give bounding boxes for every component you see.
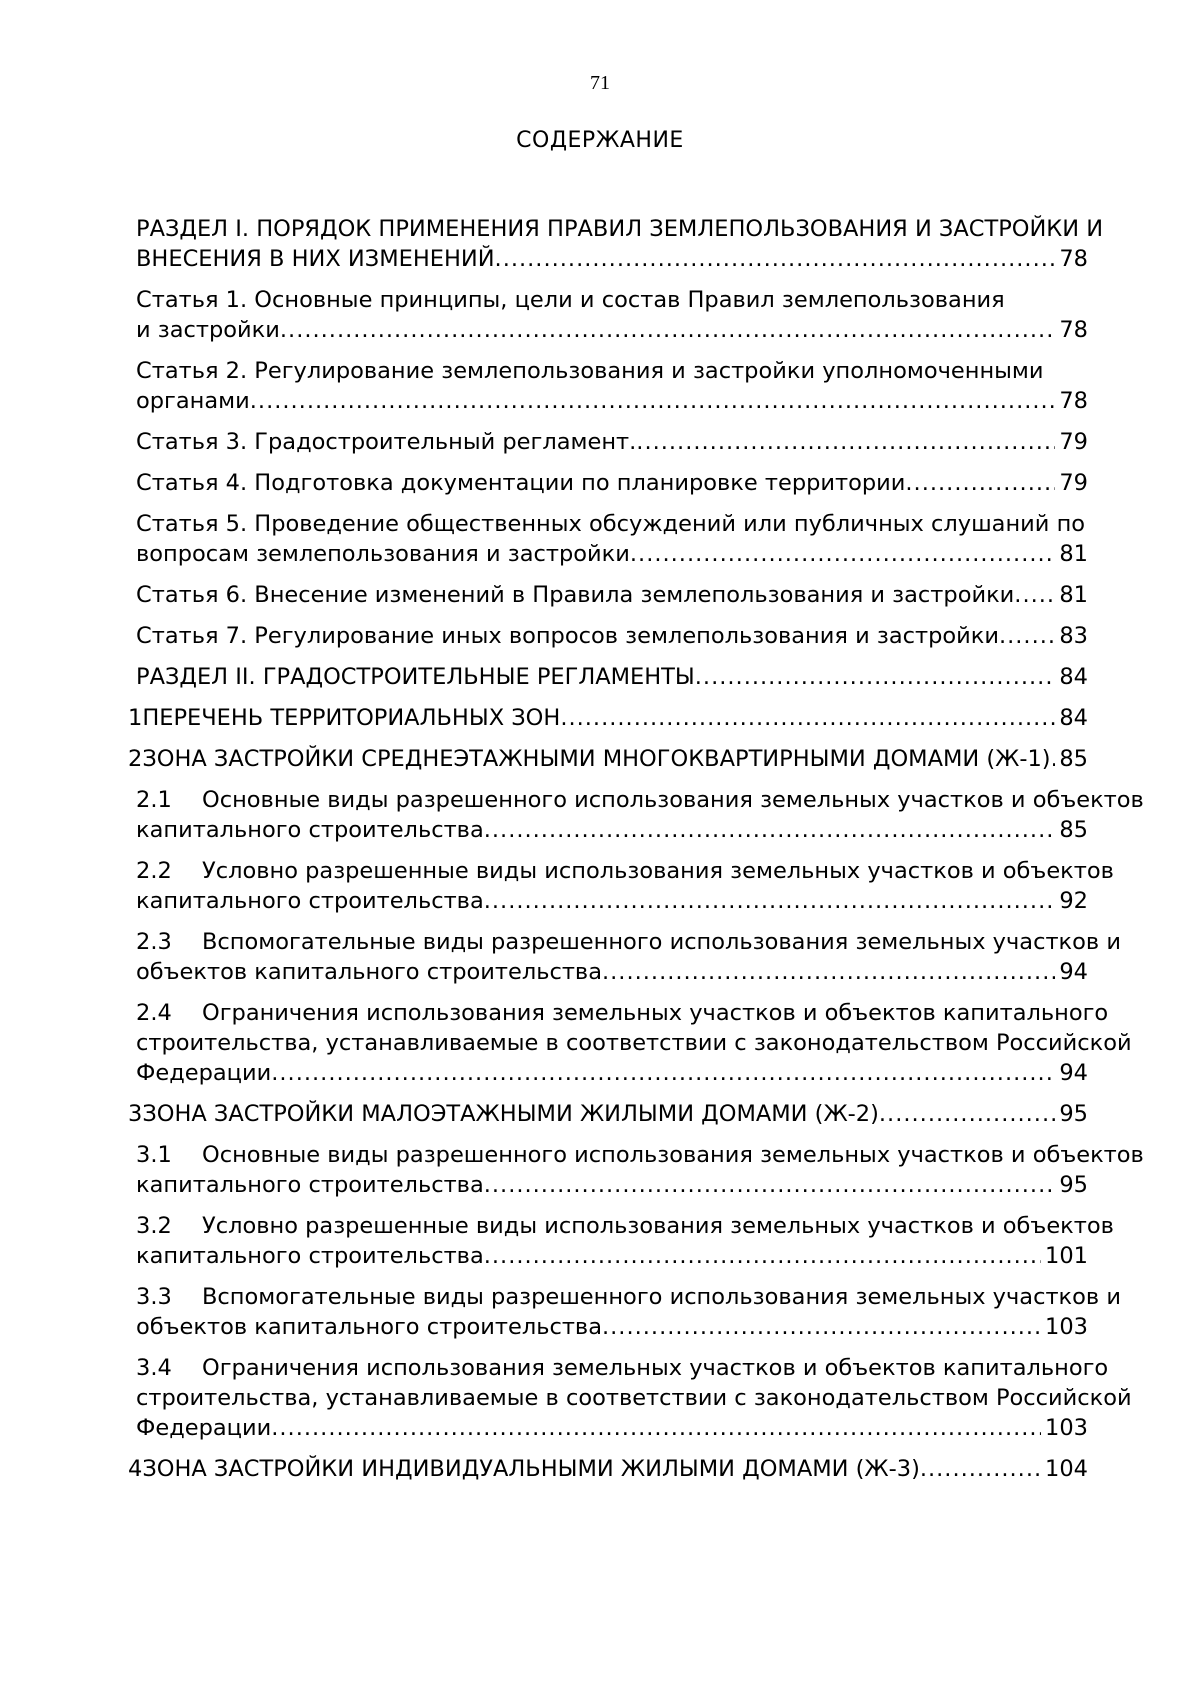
leader-dots xyxy=(484,886,1056,916)
toc-entry-3-1[interactable] xyxy=(136,1140,1144,1200)
toc-entry-2-1[interactable] xyxy=(136,785,1144,845)
toc-entry-text: и застройки xyxy=(136,317,280,343)
leader-dots xyxy=(602,957,1055,987)
toc-page-number: 84 xyxy=(1059,705,1088,731)
toc-page-number: 78 xyxy=(1059,317,1088,343)
leader-dots xyxy=(920,1454,1041,1484)
toc-entry-text: органами xyxy=(136,388,250,414)
toc-entry-3[interactable] xyxy=(128,1099,1088,1129)
toc-entry-text: ПЕРЕЧЕНЬ ТЕРРИТОРИАЛЬНЫХ ЗОН xyxy=(142,705,561,731)
toc-entry-number: 2.4 xyxy=(136,1000,172,1026)
toc-entry-number: 1 xyxy=(128,705,143,731)
toc-page-number: 95 xyxy=(1059,1172,1088,1198)
toc-entry-line: строительства, устанавливаемые в соответствии с законодательством Российской xyxy=(136,1385,1132,1411)
toc-page-number: 79 xyxy=(1059,470,1088,496)
toc-entry-text: Статья 6. Внесение изменений в Правила землепользования и застройки xyxy=(136,582,1015,608)
toc-entry-number: 2 xyxy=(128,746,143,772)
toc-entry-3-4[interactable] xyxy=(136,1353,1132,1443)
toc-page-number: 81 xyxy=(1059,582,1088,608)
leader-dots xyxy=(560,703,1055,733)
toc-page-number: 103 xyxy=(1045,1415,1088,1441)
toc-entry-3-2[interactable] xyxy=(136,1211,1114,1271)
toc-entry-text: ВНЕСЕНИЯ В НИХ ИЗМЕНЕНИЙ xyxy=(136,246,495,272)
toc-entry-article-4[interactable] xyxy=(136,468,1088,498)
toc-entry-article-6[interactable] xyxy=(136,580,1088,610)
leader-dots xyxy=(280,315,1055,345)
toc-entry-line: строительства, устанавливаемые в соответствии с законодательством Российской xyxy=(136,1030,1132,1056)
toc-page-number: 94 xyxy=(1059,959,1088,985)
leader-dots xyxy=(999,621,1055,651)
leader-dots xyxy=(695,662,1056,692)
toc-entry-line: Вспомогательные виды разрешенного использования земельных участков и xyxy=(202,929,1121,955)
toc-entry-text: капитального строительства xyxy=(136,888,484,914)
toc-entry-article-1[interactable] xyxy=(136,285,1088,345)
toc-entry-number: 2.2 xyxy=(136,858,172,884)
toc-entry-2[interactable] xyxy=(128,744,1088,774)
toc-entry-text: Статья 3. Градостроительный регламент. xyxy=(136,429,637,455)
toc-entry-line: Ограничения использования земельных участков и объектов капитального xyxy=(202,1355,1109,1381)
toc-entry-number: 2.3 xyxy=(136,929,172,955)
toc-entry-text: капитального строительства xyxy=(136,1172,484,1198)
toc-entry-line: Статья 1. Основные принципы, цели и состав Правил землепользования xyxy=(136,287,1005,313)
toc-page-number: 103 xyxy=(1045,1314,1088,1340)
toc-entry-text: капитального строительства xyxy=(136,817,484,843)
toc-entry-number: 3.1 xyxy=(136,1142,172,1168)
toc-entry-text: Федерации xyxy=(136,1415,272,1441)
toc-entry-text: ЗОНА ЗАСТРОЙКИ МАЛОЭТАЖНЫМИ ЖИЛЫМИ ДОМАМИ (Ж-2) xyxy=(142,1101,879,1127)
leader-dots xyxy=(271,1058,1055,1088)
toc-entry-line: РАЗДЕЛ I. ПОРЯДОК ПРИМЕНЕНИЯ ПРАВИЛ ЗЕМЛЕПОЛЬЗОВАНИЯ И ЗАСТРОЙКИ И xyxy=(136,216,1104,242)
toc-page-number: 78 xyxy=(1059,388,1088,414)
page-number: 71 xyxy=(590,72,610,94)
toc-entry-text: объектов капитального строительства xyxy=(136,959,602,985)
toc-page-number: 104 xyxy=(1045,1456,1088,1482)
toc-entry-number: 2.1 xyxy=(136,787,172,813)
toc-page-number: 95 xyxy=(1059,1101,1088,1127)
toc-page-number: 79 xyxy=(1059,429,1088,455)
toc-entry-2-3[interactable] xyxy=(136,927,1121,987)
toc-page-number: 85 xyxy=(1059,746,1088,772)
toc-entry-line: Основные виды разрешенного использования земельных участков и объектов xyxy=(202,787,1144,813)
toc-page-number: 81 xyxy=(1059,541,1088,567)
leader-dots xyxy=(602,1312,1041,1342)
toc-page-number: 101 xyxy=(1045,1243,1088,1269)
leader-dots xyxy=(495,244,1056,274)
toc-entry-text: РАЗДЕЛ II. ГРАДОСТРОИТЕЛЬНЫЕ РЕГЛАМЕНТЫ xyxy=(136,664,695,690)
leader-dots xyxy=(630,539,1055,569)
toc-entry-2-4[interactable] xyxy=(136,998,1132,1088)
toc-heading: СОДЕРЖАНИЕ xyxy=(516,128,684,153)
toc-entry-line: Условно разрешенные виды использования земельных участков и объектов xyxy=(202,858,1114,884)
toc-entry-number: 3.3 xyxy=(136,1284,172,1310)
toc-entry-text: капитального строительства xyxy=(136,1243,484,1269)
leader-dots xyxy=(250,386,1056,416)
toc-page-number: 84 xyxy=(1059,664,1088,690)
leader-dots xyxy=(484,1170,1056,1200)
leader-dots xyxy=(271,1413,1041,1443)
toc-entry-line: Статья 5. Проведение общественных обсуждений или публичных слушаний по xyxy=(136,511,1086,537)
toc-entry-number: 3.4 xyxy=(136,1355,172,1381)
toc-entry-text: вопросам землепользования и застройки xyxy=(136,541,630,567)
toc-entry-line: Основные виды разрешенного использования земельных участков и объектов xyxy=(202,1142,1144,1168)
leader-dots xyxy=(1014,580,1055,610)
leader-dots xyxy=(484,815,1056,845)
toc-entry-article-3[interactable] xyxy=(136,427,1088,457)
leader-dots xyxy=(636,427,1055,457)
table-of-contents xyxy=(128,214,1144,1495)
toc-page-number: 83 xyxy=(1059,623,1088,649)
toc-entry-article-5[interactable] xyxy=(136,509,1088,569)
toc-entry-section-1[interactable] xyxy=(136,214,1104,274)
toc-entry-line: Ограничения использования земельных участков и объектов капитального xyxy=(202,1000,1109,1026)
toc-entry-3-3[interactable] xyxy=(136,1282,1121,1342)
toc-page-number: 85 xyxy=(1059,817,1088,843)
leader-dots xyxy=(905,468,1055,498)
toc-entry-text: ЗОНА ЗАСТРОЙКИ ИНДИВИДУАЛЬНЫМИ ЖИЛЫМИ ДОМАМИ (Ж-3) xyxy=(142,1456,920,1482)
toc-entry-text: Статья 4. Подготовка документации по планировке территории xyxy=(136,470,906,496)
toc-entry-text: ЗОНА ЗАСТРОЙКИ СРЕДНЕЭТАЖНЫМИ МНОГОКВАРТИРНЫМИ ДОМАМИ (Ж-1) xyxy=(142,746,1051,772)
toc-entry-text: Статья 7. Регулирование иных вопросов землепользования и застройки xyxy=(136,623,999,649)
toc-page-number: 92 xyxy=(1059,888,1088,914)
toc-entry-line: Вспомогательные виды разрешенного использования земельных участков и xyxy=(202,1284,1121,1310)
toc-entry-number: 4 xyxy=(128,1456,143,1482)
toc-entry-4[interactable] xyxy=(128,1454,1088,1484)
toc-entry-line: Условно разрешенные виды использования земельных участков и объектов xyxy=(202,1213,1114,1239)
leader-dots xyxy=(879,1099,1055,1129)
toc-entry-1[interactable] xyxy=(128,703,1088,733)
toc-page-number: 94 xyxy=(1059,1060,1088,1086)
toc-page-number: 78 xyxy=(1059,246,1088,272)
leader-dots xyxy=(484,1241,1041,1271)
toc-entry-article-2[interactable] xyxy=(136,356,1088,416)
toc-entry-2-2[interactable] xyxy=(136,856,1114,916)
toc-entry-article-7[interactable] xyxy=(136,621,1088,651)
toc-entry-number: 3.2 xyxy=(136,1213,172,1239)
toc-entry-text: объектов капитального строительства xyxy=(136,1314,602,1340)
toc-entry-number: 3 xyxy=(128,1101,143,1127)
toc-entry-section-2[interactable] xyxy=(136,662,1088,692)
toc-entry-line: Статья 2. Регулирование землепользования и застройки уполномоченными xyxy=(136,358,1044,384)
toc-entry-text: Федерации xyxy=(136,1060,272,1086)
